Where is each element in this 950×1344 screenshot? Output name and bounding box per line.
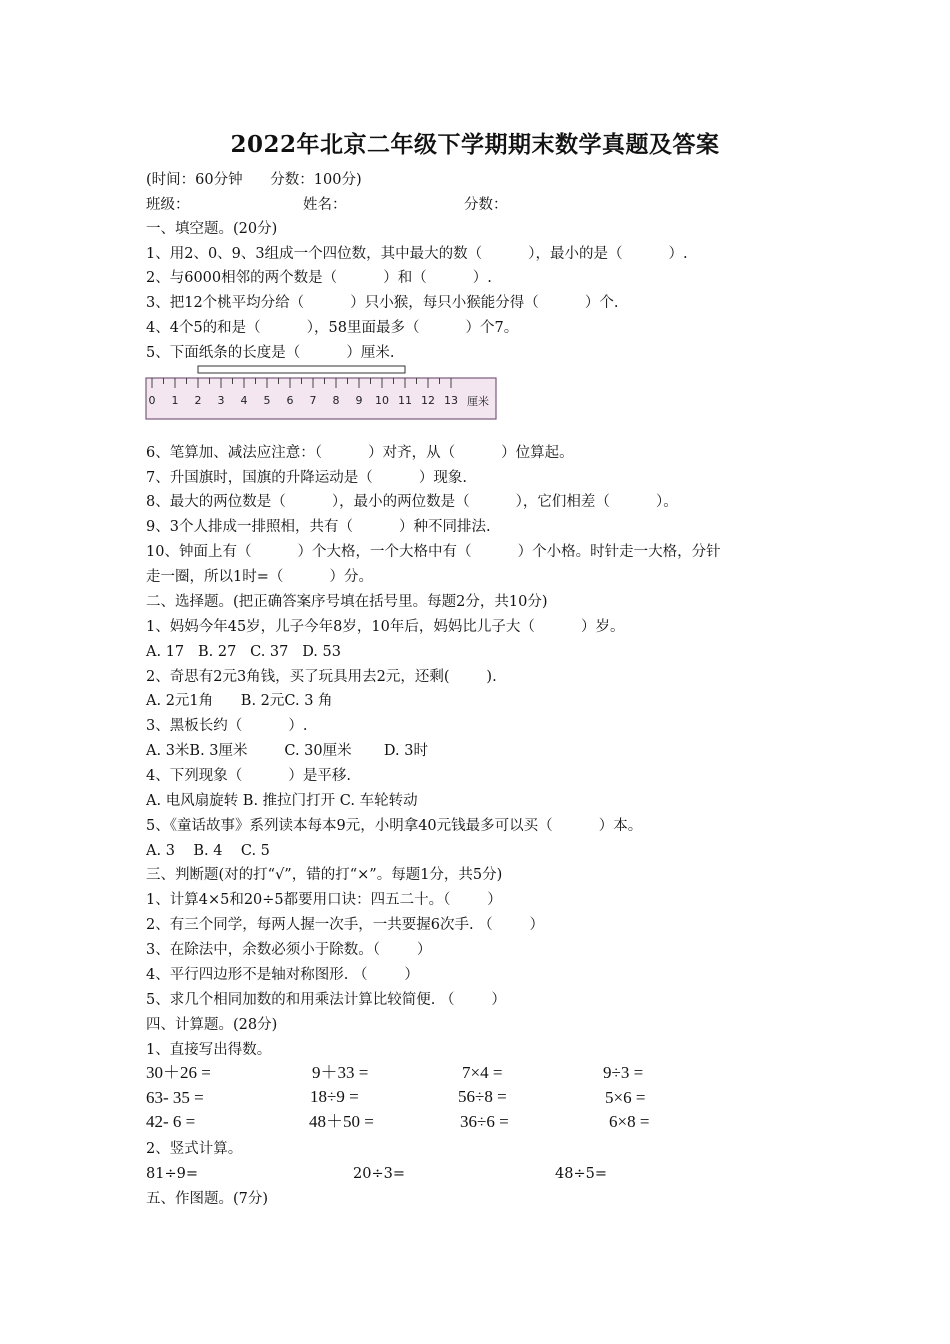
s4-sub2-heading: 2、竖式计算。 — [146, 1141, 243, 1157]
mental-calc-item: 9＋33 = — [312, 1063, 369, 1082]
s2-question-4-options: A. 电风扇旋转 B. 推拉门打开 C. 车轮转动 — [146, 793, 418, 809]
score-label: 分数： — [464, 197, 508, 213]
s2-question-5-options: A. 3 B. 4 C. 5 — [146, 843, 270, 859]
mental-calc-item: 30＋26 = — [146, 1063, 211, 1082]
s3-question-2: 2、有三个同学，每两人握一次手，一共要握6次手. （ ） — [146, 917, 545, 933]
ruler-number: 11 — [398, 394, 412, 407]
mental-calc-item: 36÷6 = — [460, 1112, 509, 1131]
vertical-calc-item: 20÷3= — [353, 1166, 405, 1182]
ruler-number: 7 — [309, 394, 317, 407]
ruler-number: 2 — [194, 394, 202, 407]
s1-question-2: 2、与6000相邻的两个数是（ ）和（ ）. — [146, 270, 492, 286]
time-score-line: (时间：60分钟 分数：100分) — [146, 172, 362, 188]
vertical-calc-item: 48÷5= — [555, 1166, 607, 1182]
s4-sub1-heading: 1、直接写出得数。 — [146, 1042, 272, 1058]
ruler-number: 13 — [444, 394, 458, 407]
section3-heading: 三、判断题(对的打“√”，错的打“×”。每题1分，共5分) — [146, 867, 503, 883]
s2-question-2-options: A. 2元1角 B. 2元C. 3 角 — [146, 693, 333, 709]
s3-question-5: 5、求几个相同加数的和用乘法计算比较简便. （ ） — [146, 992, 506, 1008]
section5-heading: 五、作图题。(7分) — [146, 1191, 269, 1207]
s1-question-8: 8、最大的两位数是（ ），最小的两位数是（ ），它们相差（ ）。 — [146, 494, 678, 510]
s3-question-3: 3、在除法中，余数必须小于除数。（ ） — [146, 942, 432, 958]
class-label: 班级： — [146, 197, 190, 213]
section1-heading: 一、填空题。(20分) — [146, 221, 278, 237]
s2-question-2: 2、奇思有2元3角钱，买了玩具用去2元，还剩( ). — [146, 669, 497, 685]
s3-question-1: 1、计算4×5和20÷5都要用口诀：四五二十。（ ） — [146, 892, 502, 908]
vertical-calc-item: 81÷9= — [146, 1166, 198, 1182]
s3-question-4: 4、平行四边形不是轴对称图形. （ ） — [146, 967, 419, 983]
s1-question-6: 6、笔算加、减法应注意：（ ）对齐，从（ ）位算起。 — [146, 445, 574, 461]
s1-question-1: 1、用2、0、9、3组成一个四位数，其中最大的数（ ），最小的是（ ）. — [146, 246, 688, 262]
ruler-number: 10 — [375, 394, 389, 407]
s2-question-3-options: A. 3米B. 3厘米 C. 30厘米 D. 3时 — [146, 743, 428, 759]
s1-question-5: 5、下面纸条的长度是（ ）厘米. — [146, 345, 395, 361]
ruler-unit-label: 厘米 — [467, 395, 489, 408]
s2-question-1: 1、妈妈今年45岁，儿子今年8岁，10年后，妈妈比儿子大（ ）岁。 — [146, 619, 625, 635]
mental-calc-item: 42- 6 = — [146, 1112, 196, 1131]
s1-question-9: 9、3个人排成一排照相，共有（ ）种不同排法. — [146, 519, 491, 535]
s1-question-7: 7、升国旗时，国旗的升降运动是（ ）现象. — [146, 470, 467, 486]
s1-question-3: 3、把12个桃平均分给（ ）只小猴，每只小猴能分得（ ）个. — [146, 295, 619, 311]
mental-calc-item: 6×8 = — [609, 1112, 650, 1131]
ruler-figure — [145, 364, 500, 426]
section2-heading: 二、选择题。(把正确答案序号填在括号里。每题2分，共10分) — [146, 594, 548, 610]
s2-question-1-options: A. 17 B. 27 C. 37 D. 53 — [146, 644, 341, 660]
mental-calc-item: 63- 35 = — [146, 1088, 204, 1107]
ruler-number: 5 — [263, 394, 271, 407]
ruler-number: 6 — [286, 394, 294, 407]
mental-calc-item: 9÷3 = — [603, 1063, 644, 1082]
ruler-number: 9 — [355, 394, 363, 407]
ruler-number: 8 — [332, 394, 340, 407]
ruler-number: 3 — [217, 394, 225, 407]
s1-question-4: 4、4个5的和是（ ），58里面最多（ ）个7。 — [146, 320, 519, 336]
ruler-number: 4 — [240, 394, 248, 407]
s2-question-5: 5、《童话故事》系列读本每本9元，小明拿40元钱最多可以买（ ）本。 — [146, 818, 643, 834]
name-label: 姓名： — [303, 197, 347, 213]
mental-calc-item: 7×4 = — [462, 1063, 503, 1082]
ruler-number: 1 — [171, 394, 179, 407]
s2-question-4: 4、下列现象（ ）是平移. — [146, 768, 351, 784]
section4-heading: 四、计算题。(28分) — [146, 1017, 278, 1033]
mental-calc-item: 18÷9 = — [310, 1087, 359, 1106]
ruler-number: 0 — [148, 394, 156, 407]
s2-question-3: 3、黑板长约（ ）. — [146, 718, 308, 734]
mental-calc-item: 48＋50 = — [309, 1112, 374, 1131]
page-title: 2022年北京二年级下学期期末数学真题及答案 — [230, 131, 720, 158]
ruler-svg — [145, 364, 500, 422]
mental-calc-item: 56÷8 = — [458, 1087, 507, 1106]
ruler-number: 12 — [421, 394, 435, 407]
s1-question-10-line2: 走一圈，所以1时=（ ）分。 — [146, 569, 373, 585]
s1-question-10-line1: 10、钟面上有（ ）个大格，一个大格中有（ ）个小格。时针走一大格，分针 — [146, 544, 721, 560]
mental-calc-item: 5×6 = — [605, 1088, 646, 1107]
paper-strip — [198, 366, 405, 373]
